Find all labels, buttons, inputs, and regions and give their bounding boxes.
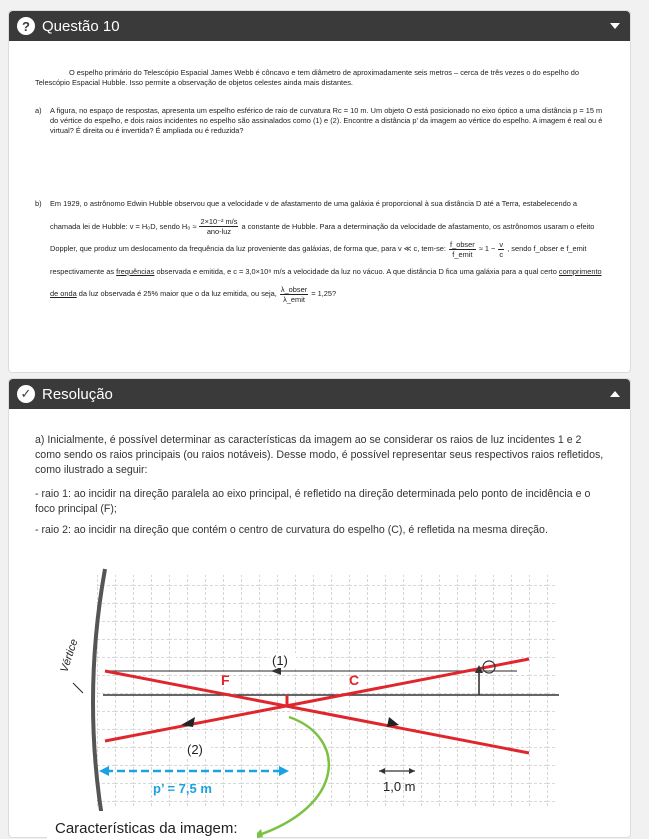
item-b-label: b) — [35, 199, 42, 208]
question-item-a — [35, 106, 604, 136]
wavelength-ratio-fraction — [280, 285, 308, 304]
frequency-ratio-fraction — [449, 240, 476, 259]
item-a-label: a) — [35, 106, 42, 115]
item-a-text: A figura, no espaço de respostas, apresenta um espelho esférico de raio de curvatura Rc = 10 m. Um objeto O está posicionado no eixo óptico a uma distância p = 15 m do vértice do espelho, e dois raios incidentes no espelho são assinalados como (1) e (2). Encontre a distância p' da imagem ao vértice do espelho. A imagem é real ou é virtual? É direita ou é invertida? É ampliada ou é reduzida? — [50, 106, 603, 135]
velocity-ratio-fraction — [498, 240, 504, 259]
focus-label: F — [221, 672, 230, 688]
item-b-part3: ≈ 1 − — [478, 244, 496, 253]
hubble-constant-fraction — [199, 217, 238, 236]
question-body — [9, 41, 630, 306]
question-intro: O espelho primário do Telescópio Espacial James Webb é côncavo e tem diâmetro de aproximadamente seis metros – cerca de três vezes o do espelho do Telescópio Espacial Hubble. Isso permite a observação de objetos celestes ainda mais distantes. — [35, 68, 579, 87]
chevron-down-icon[interactable] — [610, 23, 620, 29]
item-b-part6: da luz observada é 25% maior que o da luz emitida, ou seja, — [78, 289, 277, 298]
fraction-denominator: c — [499, 249, 504, 259]
resolution-title: Resolução — [42, 385, 113, 403]
item-b-part1: Em 1929, o astrônomo Edwin Hubble observou que a velocidade v de afastamento de uma galáxia é proporcional à sua distância D até a Terra, estabelecendo a chamada lei de Hubble: v = H₀D, sendo H₀ ≈ — [50, 199, 577, 231]
resolution-panel — [8, 378, 631, 838]
ray-1-label: (1) — [272, 653, 288, 668]
resolution-paragraph-2: - raio 1: ao incidir na direção paralela ao eixo principal, é refletido na direção determinada pelo ponto de incidência e o foco principal (F); — [35, 487, 591, 515]
fraction-numerator: 2×10⁻² m/s — [200, 217, 238, 227]
resolution-body — [9, 409, 630, 538]
item-b-text — [50, 193, 604, 306]
question-item-b — [35, 193, 604, 306]
item-b-part4: , sendo f_obser e f_emit respectivamente as — [50, 244, 587, 276]
resolution-header[interactable] — [9, 379, 630, 409]
figure-caption: Características da imagem: — [55, 820, 238, 837]
object-label: O — [497, 665, 498, 666]
underlined-term: comprimento de onda — [50, 266, 602, 298]
image-distance-label: p’ = 7,5 m — [153, 781, 212, 796]
chevron-up-icon[interactable] — [610, 391, 620, 397]
item-b-part5: observada e emitida, e c = 3,0×10⁸ m/s a velocidade da luz no vácuo. A que distância D fica uma galáxia para a qual certo — [156, 266, 557, 276]
item-b-part2: a constante de Hubble. Para a determinação da velocidade de afastamento, os astrônomos usaram o efeito Doppler, que produz um deslocamento da frequência da luz proveniente das galáxias, de forma que, para v ≪ c, tem-se: — [50, 221, 595, 253]
resolution-paragraph-1: a) Inicialmente, é possível determinar as características da imagem ao se considerar os raios de luz incidentes 1 e 2 como sendo os raios principais (ou raios notáveis). Desse modo, é possível representar seus respectivos raios refletidos, como ilustrado a seguir: — [35, 434, 604, 477]
vertex-label: Vértice — [58, 637, 81, 674]
vertex-pointer — [73, 683, 83, 693]
question-mark-icon: ? — [17, 17, 35, 35]
scale-label: 1,0 m — [383, 779, 416, 794]
fraction-denominator: ano-luz — [206, 227, 232, 237]
fraction-numerator: v — [499, 239, 504, 249]
item-b-part7: = 1,25? — [311, 289, 337, 298]
center-label: C — [349, 672, 360, 688]
question-title: Questão 10 — [42, 17, 120, 35]
ray-diagram — [47, 567, 567, 839]
check-circle-icon: ✓ — [17, 385, 35, 403]
question-panel — [8, 10, 631, 373]
question-header[interactable] — [9, 11, 630, 41]
resolution-paragraph-3: - raio 2: ao incidir na direção que contém o centro de curvatura do espelho (C), é refletida na mesma direção. — [35, 524, 548, 537]
fraction-numerator: f_obser — [450, 239, 475, 249]
fraction-denominator: λ_emit — [283, 294, 305, 304]
fraction-numerator: λ_obser — [280, 284, 308, 294]
fraction-denominator: f_emit — [452, 249, 473, 259]
underlined-term: frequências — [116, 266, 155, 276]
ray-2-label: (2) — [187, 742, 203, 757]
